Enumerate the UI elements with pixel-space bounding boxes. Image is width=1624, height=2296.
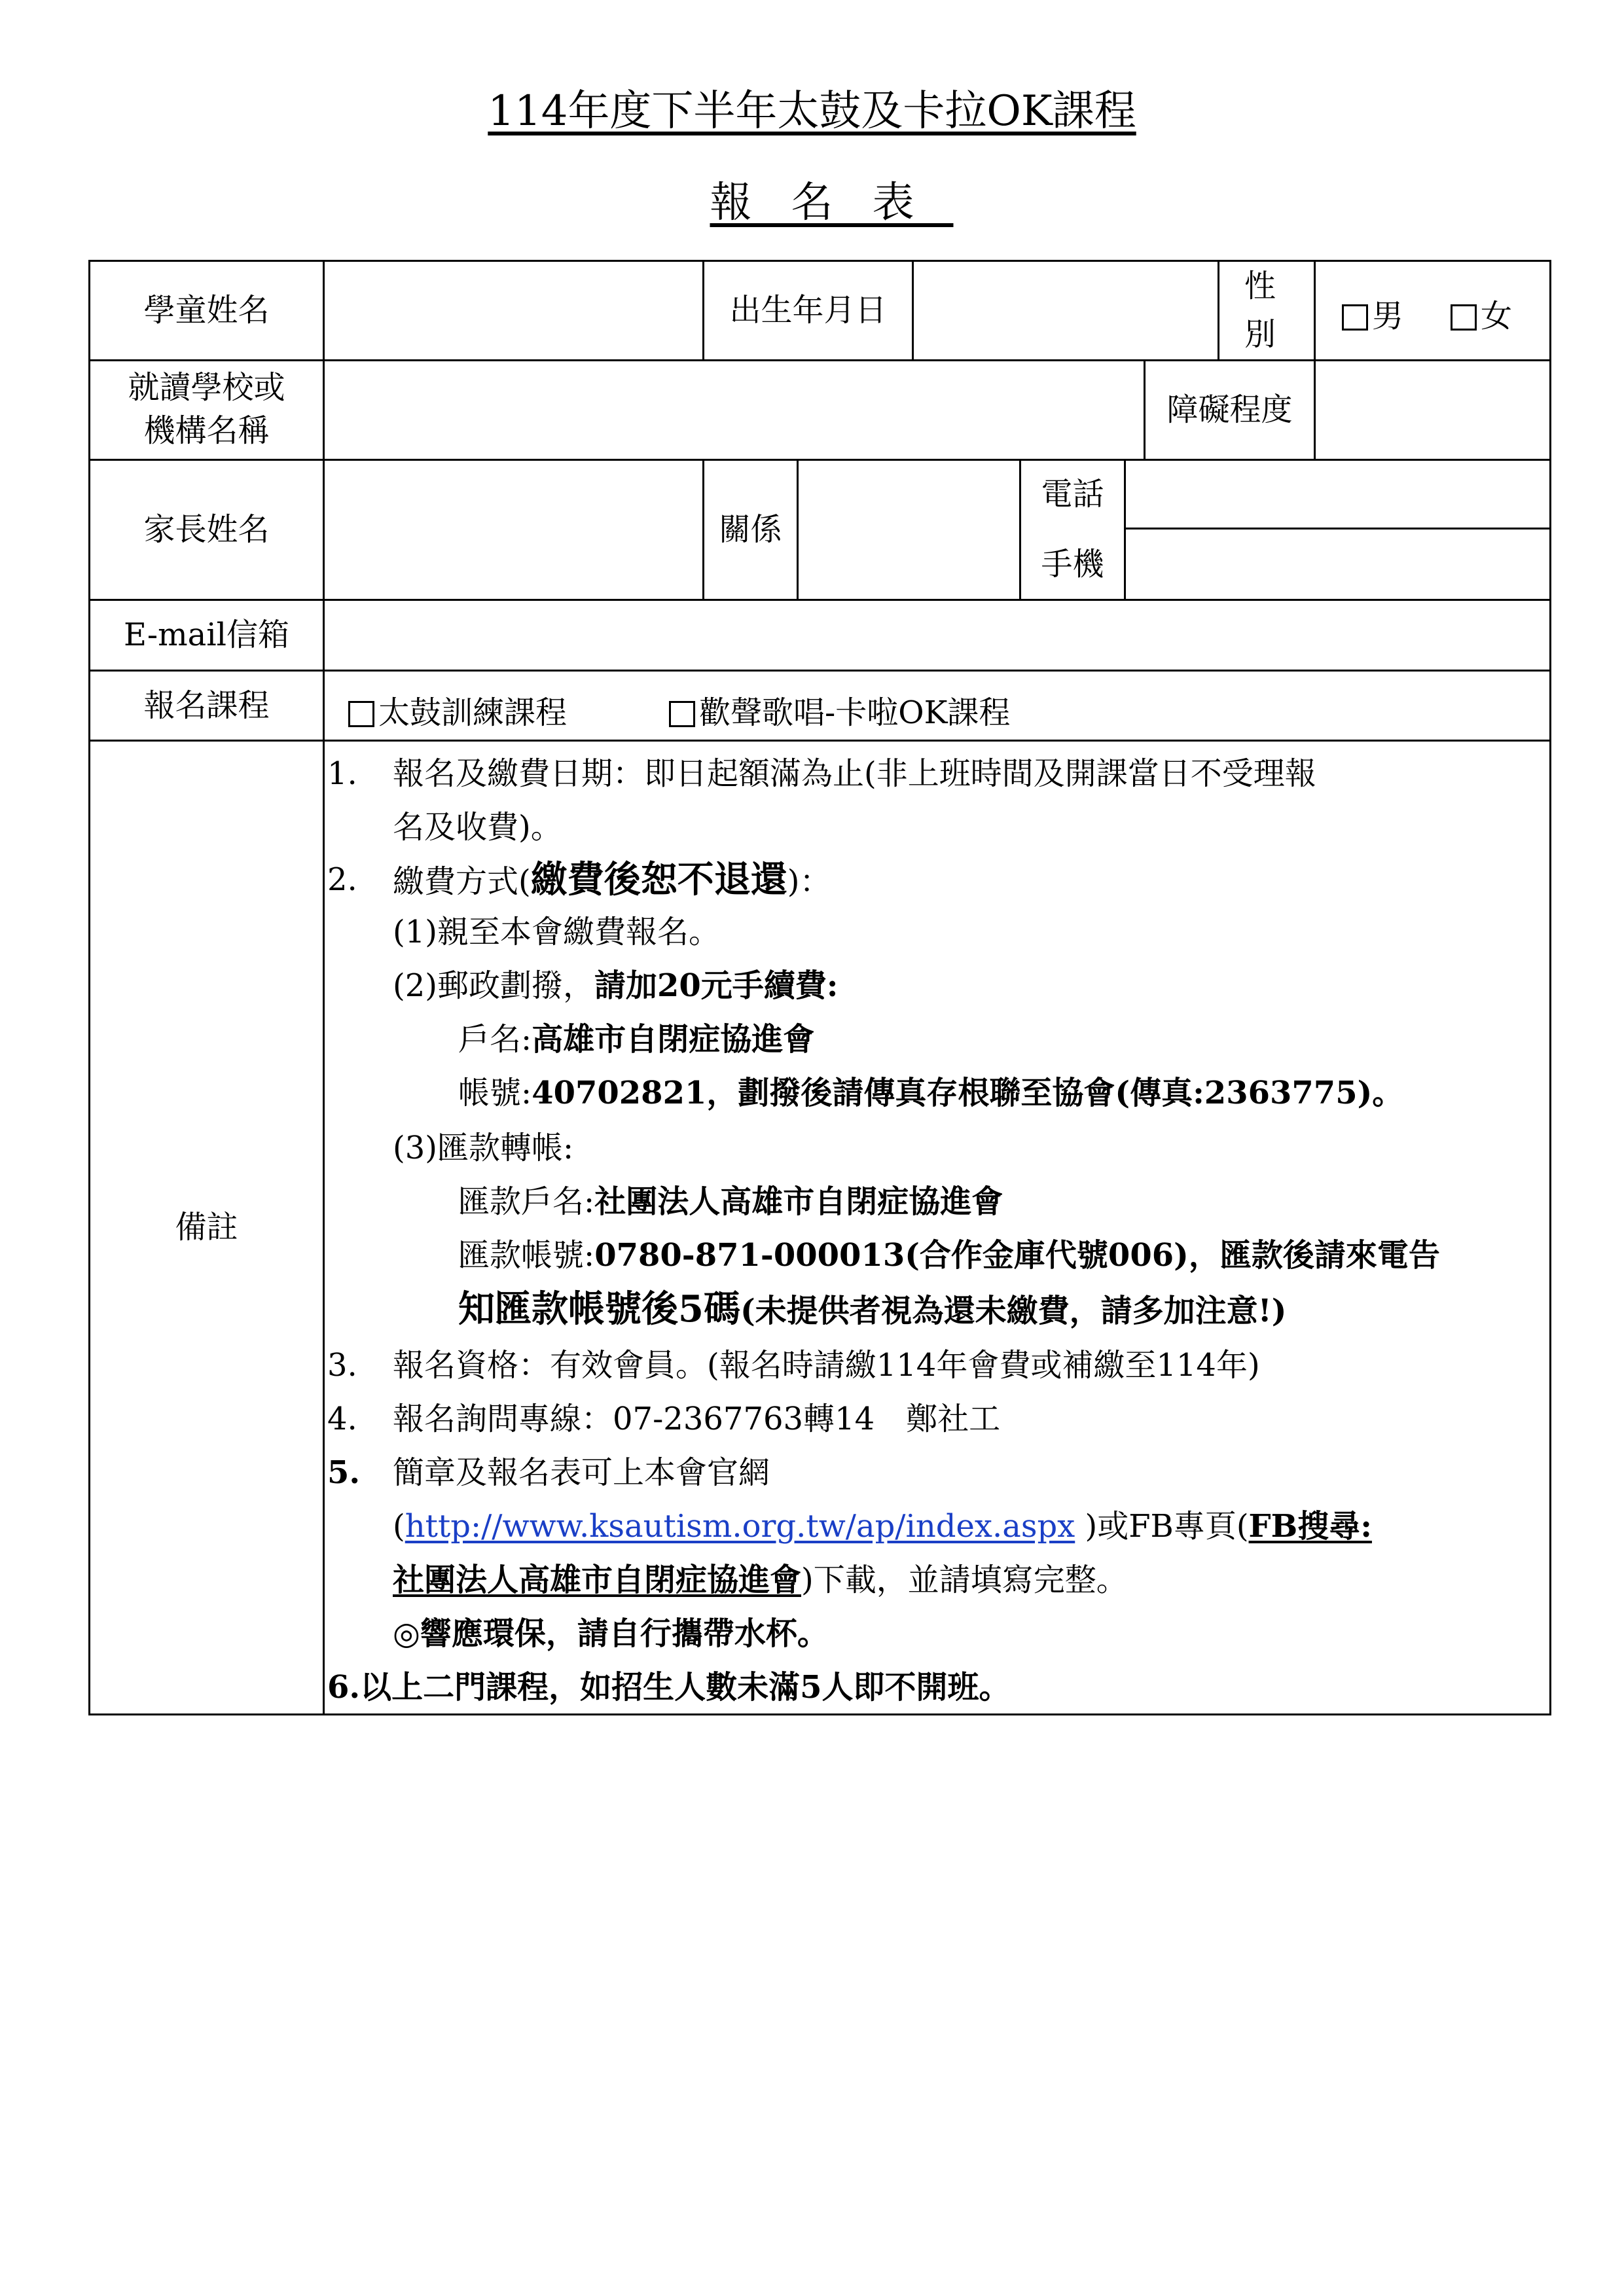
note-5-line-1: 簡章及報名表可上本會官網	[393, 1454, 770, 1491]
parent-name-label: 家長姓名	[143, 511, 270, 548]
note-5-line-3	[393, 1564, 1128, 1596]
school-input[interactable]	[334, 380, 1135, 440]
student-name-input[interactable]	[334, 281, 696, 342]
eco-notice: ◎響應環保，請自行攜帶水杯。	[393, 1615, 829, 1652]
male-checkbox[interactable]	[1342, 304, 1368, 331]
table-border	[1124, 459, 1126, 601]
transfer-account-label: 匯款帳號:	[458, 1237, 595, 1274]
note-3: 報名資格：有效會員。(報名時請繳114年會費或補繳至114年)	[393, 1347, 1260, 1384]
postal-payee-label: 戶名:	[458, 1021, 532, 1058]
transfer-payee-value: 社團法人高雄市自閉症協進會	[594, 1183, 1003, 1220]
form-subtitle: 報名表	[710, 179, 954, 227]
student-name-label: 學童姓名	[143, 292, 270, 329]
note-2-2-text: (2)郵政劃撥，	[393, 967, 594, 1004]
note-2-emphasis: 繳費後恕不退還	[530, 858, 787, 901]
relation-label: 關係	[719, 511, 782, 548]
birthdate-label: 出生年月日	[729, 292, 887, 329]
course-option-taiko[interactable]	[348, 687, 567, 732]
note-4: 報名詢問專線：07-2367763轉14 鄭社工	[393, 1401, 1001, 1437]
table-border	[1126, 528, 1551, 529]
note-2-text: 繳費方式(	[393, 863, 531, 900]
note-number: 4.	[327, 1401, 357, 1437]
male-label: 男	[1372, 298, 1404, 334]
transfer-notice	[458, 1287, 1287, 1331]
note-5-text: (	[393, 1508, 405, 1545]
karaoke-label: 歡聲歌唱-卡啦OK課程	[699, 694, 1011, 731]
note-1-line-2: 名及收費)。	[393, 809, 562, 846]
note-number: 5.	[327, 1454, 361, 1491]
note-number: 1.	[327, 755, 357, 792]
table-border	[1314, 260, 1316, 461]
parent-name-input[interactable]	[334, 497, 696, 558]
female-label: 女	[1481, 298, 1513, 334]
notes-label: 備註	[175, 1209, 238, 1246]
disability-label: 障礙程度	[1166, 391, 1293, 429]
postal-account-value: 40702821，劃撥後請傳真存根聯至協會(傳真:2363775)。	[532, 1075, 1404, 1111]
table-border	[1549, 260, 1551, 1715]
postal-account-label: 帳號:	[458, 1075, 532, 1111]
fb-search-name: 社團法人高雄市自閉症協進會	[393, 1562, 802, 1598]
mobile-input[interactable]	[1135, 537, 1543, 590]
table-border	[88, 1713, 1551, 1715]
note-number: 3.	[327, 1347, 357, 1384]
transfer-account	[458, 1237, 1440, 1274]
school-label: 就讀學校或	[128, 368, 285, 406]
email-input[interactable]	[334, 607, 1541, 664]
note-2-line	[393, 858, 831, 901]
transfer-payee	[458, 1183, 1003, 1220]
note-2-2-fee: 請加20元手續費:	[594, 967, 839, 1004]
note-1-line-1: 報名及繳費日期：即日起額滿為止(非上班時間及開課當日不受理報	[393, 755, 1316, 792]
table-border	[323, 260, 325, 1715]
taiko-checkbox[interactable]	[348, 701, 374, 727]
postal-payee-value: 高雄市自閉症協進會	[532, 1021, 815, 1058]
transfer-notice-text: (未提供者視為還未繳費，請多加注意!)	[740, 1293, 1287, 1329]
website-link[interactable]: http://www.ksautism.org.tw/ap/index.aspx	[405, 1508, 1075, 1545]
transfer-payee-label: 匯款戶名:	[458, 1183, 595, 1220]
phone-label: 電話	[1041, 475, 1104, 512]
note-6: 6.以上二門課程，如招生人數未滿5人即不開班。	[327, 1669, 1011, 1706]
gender-label: 性	[1244, 268, 1276, 305]
table-border	[88, 359, 1551, 361]
note-2-3: (3)匯款轉帳:	[393, 1130, 574, 1166]
note-number: 2.	[327, 861, 357, 898]
mobile-label: 手機	[1041, 545, 1104, 583]
relation-input[interactable]	[806, 497, 1012, 558]
gender-female-option[interactable]	[1451, 291, 1512, 336]
note-5-line-2	[393, 1508, 1372, 1545]
taiko-label: 太鼓訓練課程	[378, 694, 568, 731]
postal-account	[458, 1077, 1403, 1109]
postal-payee	[458, 1021, 815, 1058]
female-checkbox[interactable]	[1451, 304, 1477, 331]
note-5-text: )或FB專頁(	[1075, 1508, 1249, 1545]
table-border	[912, 260, 914, 361]
table-border	[797, 459, 799, 601]
note-2-text: )：	[787, 863, 831, 900]
disability-input[interactable]	[1325, 380, 1543, 440]
karaoke-checkbox[interactable]	[669, 701, 695, 727]
course-label: 報名課程	[143, 687, 270, 724]
fb-search-label: FB搜尋:	[1248, 1508, 1372, 1545]
transfer-account-value: 0780-871-000013(合作金庫代號006)，匯款後請來電告	[594, 1237, 1440, 1274]
note-2-1: (1)親至本會繳費報名。	[393, 914, 720, 950]
note-2-2	[393, 967, 839, 1004]
page-title: 114年度下半年太鼓及卡拉OK課程	[488, 87, 1136, 135]
transfer-notice-emphasis: 知匯款帳號後5碼	[458, 1287, 740, 1331]
gender-label: 別	[1244, 316, 1276, 353]
course-option-karaoke[interactable]	[669, 687, 1010, 732]
gender-male-option[interactable]	[1342, 291, 1403, 336]
school-label: 機構名稱	[143, 412, 270, 449]
note-5-text: )下載，並請填寫完整。	[801, 1562, 1128, 1598]
email-label: E-mail信箱	[124, 617, 289, 654]
phone-input[interactable]	[1135, 468, 1543, 522]
birthdate-input[interactable]	[923, 281, 1214, 342]
